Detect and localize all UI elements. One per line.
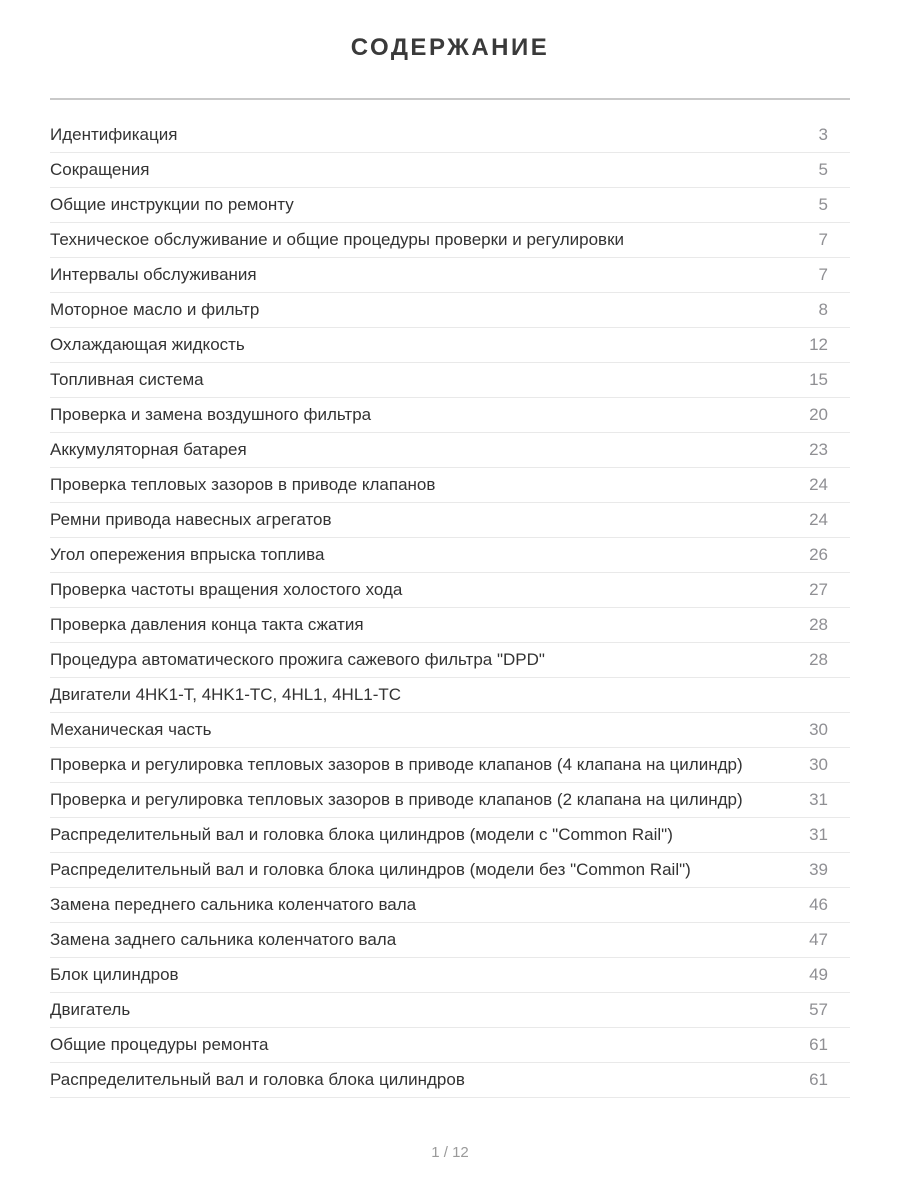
- toc-row[interactable]: [50, 993, 850, 1028]
- toc-item-page: 31: [809, 824, 828, 844]
- title-divider: [50, 98, 850, 100]
- toc-item-page: 31: [809, 789, 828, 809]
- toc-item-page: 15: [809, 369, 828, 389]
- toc-row[interactable]: [50, 363, 850, 398]
- toc-item-page: 27: [809, 579, 828, 599]
- toc-item-page: 23: [809, 439, 828, 459]
- toc-row[interactable]: [50, 188, 850, 223]
- toc-item-page: 24: [809, 509, 828, 529]
- toc-item-page: 24: [809, 474, 828, 494]
- page-indicator: 1 / 12: [431, 1144, 469, 1161]
- toc-list: [50, 118, 850, 1098]
- toc-item-label: Идентификация: [50, 124, 178, 144]
- toc-item-label: Распределительный вал и головка блока цилиндров (модели без "Common Rail"): [50, 859, 691, 879]
- toc-item-page: 28: [809, 614, 828, 634]
- toc-item-page: 46: [809, 894, 828, 914]
- toc-item-page: 5: [818, 194, 828, 214]
- toc-row[interactable]: [50, 748, 850, 783]
- toc-row[interactable]: [50, 293, 850, 328]
- toc-item-page: 26: [809, 544, 828, 564]
- toc-item-label: Проверка и регулировка тепловых зазоров в приводе клапанов (2 клапана на цилиндр): [50, 789, 743, 809]
- toc-row[interactable]: [50, 433, 850, 468]
- toc-row[interactable]: [50, 1028, 850, 1063]
- toc-item-label: Техническое обслуживание и общие процедуры проверки и регулировки: [50, 229, 625, 249]
- toc-row[interactable]: [50, 923, 850, 958]
- toc-item-page: 61: [809, 1069, 828, 1089]
- toc-row[interactable]: [50, 853, 850, 888]
- toc-item-label: Двигатель: [50, 999, 131, 1019]
- toc-row[interactable]: [50, 608, 850, 643]
- toc-item-label: Механическая часть: [50, 719, 212, 739]
- toc-item-label: Общие инструкции по ремонту: [50, 194, 294, 214]
- toc-row[interactable]: [50, 958, 850, 993]
- toc-item-label: Проверка тепловых зазоров в приводе клапанов: [50, 474, 436, 494]
- toc-row[interactable]: [50, 223, 850, 258]
- toc-row[interactable]: [50, 573, 850, 608]
- toc-row[interactable]: [50, 1063, 850, 1098]
- toc-item-label: Угол опережения впрыска топлива: [50, 544, 325, 564]
- toc-row[interactable]: [50, 468, 850, 503]
- toc-item-label: Ремни привода навесных агрегатов: [50, 509, 332, 529]
- toc-item-label: Блок цилиндров: [50, 964, 179, 984]
- toc-item-label: Интервалы обслуживания: [50, 264, 257, 284]
- toc-item-page: 61: [809, 1034, 828, 1054]
- toc-item-page: 57: [809, 999, 828, 1019]
- toc-item-label: Моторное масло и фильтр: [50, 299, 260, 319]
- toc-item-page: 7: [818, 229, 828, 249]
- toc-row[interactable]: [50, 153, 850, 188]
- toc-item-page: 3: [818, 124, 828, 144]
- toc-item-page: 20: [809, 404, 828, 424]
- toc-item-label: Сокращения: [50, 159, 150, 179]
- toc-row[interactable]: [50, 643, 850, 678]
- toc-item-label: Проверка и регулировка тепловых зазоров в приводе клапанов (4 клапана на цилиндр): [50, 754, 743, 774]
- toc-item-page: 39: [809, 859, 828, 879]
- toc-item-label: Процедура автоматического прожига сажевого фильтра "DPD": [50, 649, 545, 669]
- toc-item-page: 30: [809, 754, 828, 774]
- toc-item-page: 28: [809, 649, 828, 669]
- toc-row[interactable]: [50, 678, 850, 713]
- toc-item-page: 7: [818, 264, 828, 284]
- toc-item-label: Двигатели 4HK1-T, 4HK1-TC, 4HL1, 4HL1-TC: [50, 684, 402, 704]
- toc-item-page: 47: [809, 929, 828, 949]
- toc-row[interactable]: [50, 818, 850, 853]
- toc-item-label: Аккумуляторная батарея: [50, 439, 247, 459]
- toc-row[interactable]: [50, 118, 850, 153]
- toc-item-label: Топливная система: [50, 369, 204, 389]
- toc-row[interactable]: [50, 328, 850, 363]
- toc-item-label: Распределительный вал и головка блока цилиндров: [50, 1069, 465, 1089]
- toc-item-label: Общие процедуры ремонта: [50, 1034, 269, 1054]
- toc-item-page: 12: [809, 334, 828, 354]
- toc-item-label: Проверка давления конца такта сжатия: [50, 614, 364, 634]
- toc-row[interactable]: [50, 888, 850, 923]
- toc-row[interactable]: [50, 538, 850, 573]
- toc-item-page: 8: [818, 299, 828, 319]
- toc-item-label: Замена заднего сальника коленчатого вала: [50, 929, 397, 949]
- toc-item-page: 49: [809, 964, 828, 984]
- toc-item-label: Проверка и замена воздушного фильтра: [50, 404, 372, 424]
- page-title: СОДЕРЖАНИЕ: [350, 34, 550, 61]
- toc-item-page: 30: [809, 719, 828, 739]
- toc-item-label: Замена переднего сальника коленчатого вала: [50, 894, 417, 914]
- toc-row[interactable]: [50, 783, 850, 818]
- toc-row[interactable]: [50, 503, 850, 538]
- toc-item-page: 5: [818, 159, 828, 179]
- toc-row[interactable]: [50, 258, 850, 293]
- toc-item-label: Проверка частоты вращения холостого хода: [50, 579, 403, 599]
- toc-item-label: Распределительный вал и головка блока цилиндров (модели с "Common Rail"): [50, 824, 673, 844]
- toc-item-label: Охлаждающая жидкость: [50, 334, 245, 354]
- toc-row[interactable]: [50, 713, 850, 748]
- toc-row[interactable]: [50, 398, 850, 433]
